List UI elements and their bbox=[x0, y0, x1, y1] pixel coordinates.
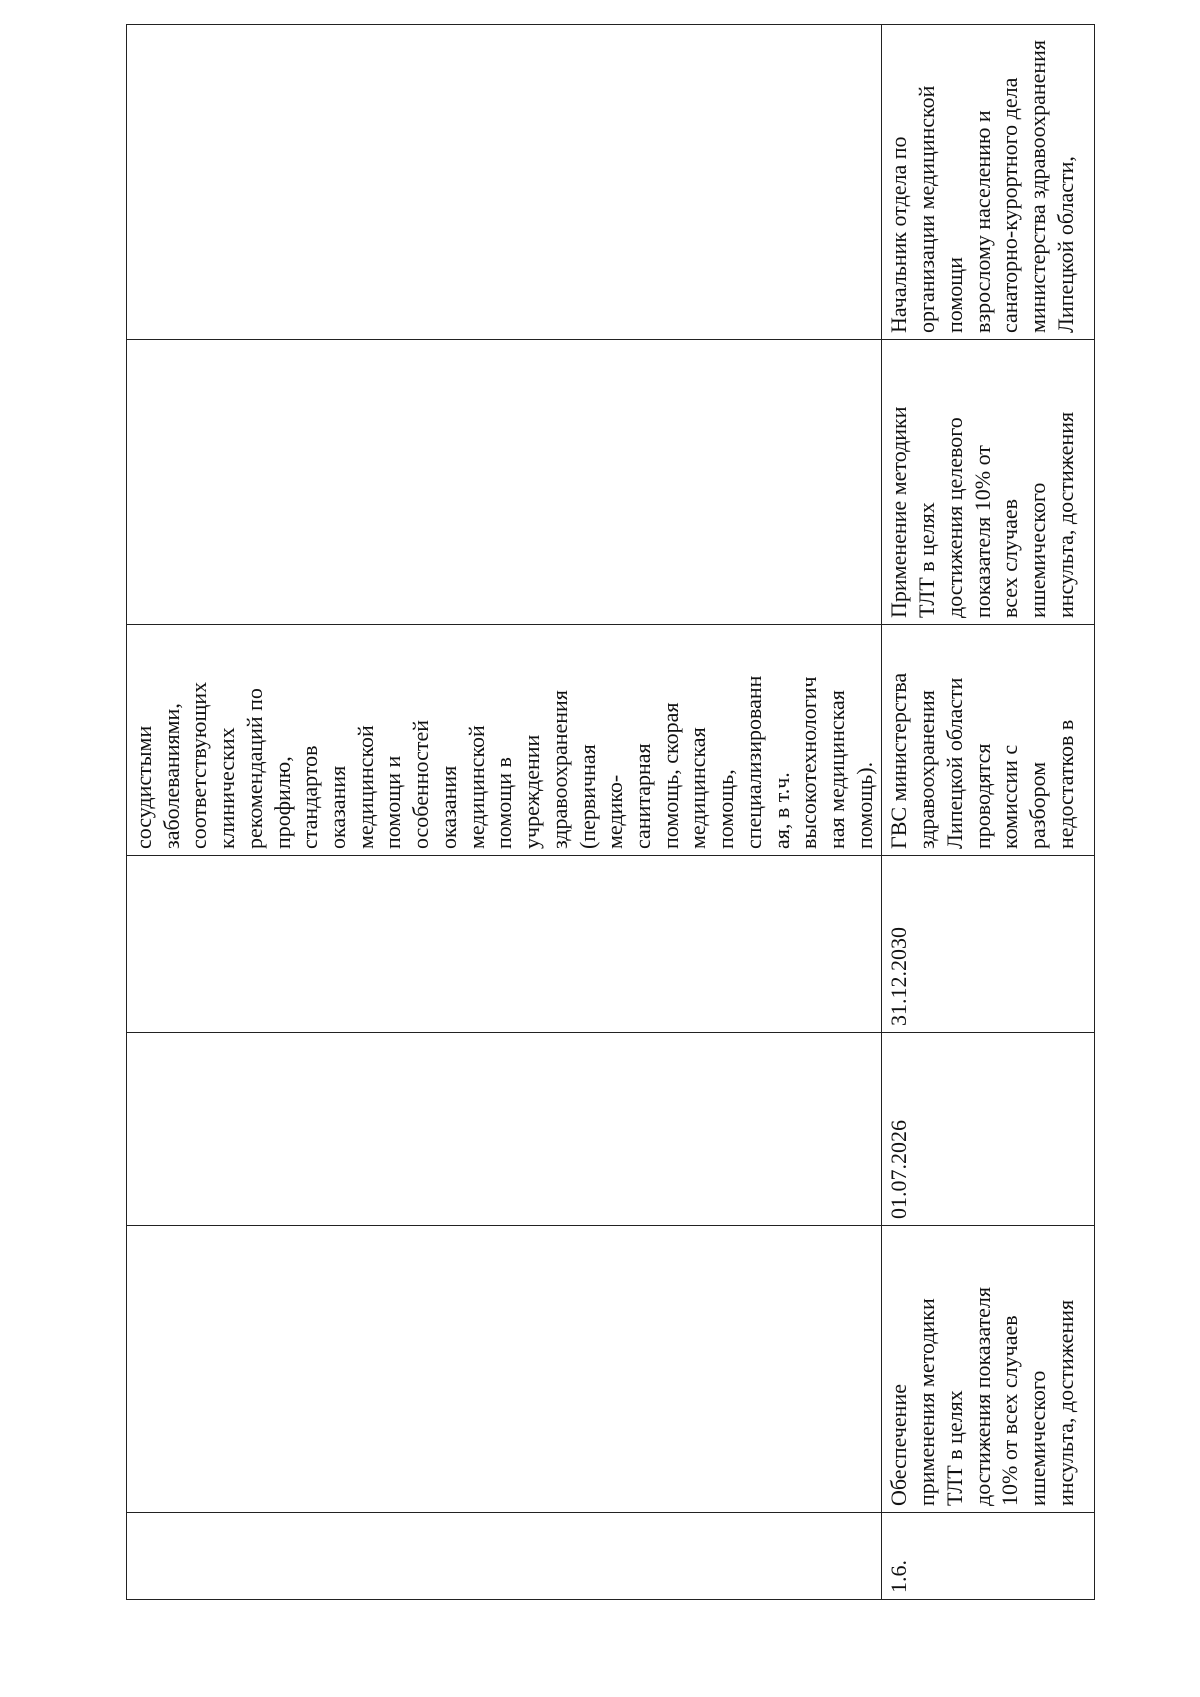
cell-text-line: помощь, скорая bbox=[657, 702, 683, 849]
cell-text-line: всех случаев bbox=[997, 499, 1023, 618]
cell-text-line: недостатков в bbox=[1052, 719, 1078, 849]
cell-text-line: помощи и bbox=[380, 755, 406, 849]
cell-text-line: инсульта, достижения bbox=[1052, 411, 1078, 618]
cell-text-line: Липецкой области, bbox=[1052, 156, 1078, 333]
cell-text-line: ТЛТ в целях bbox=[914, 502, 940, 618]
cell-text-line: заболеваниями, bbox=[158, 703, 184, 849]
cell-text-line: оказания bbox=[435, 765, 461, 849]
cell-text-line: санаторно-курортного дела bbox=[997, 77, 1023, 333]
cell-text-line: Применение методики bbox=[886, 406, 912, 618]
cell-text-line: медицинской bbox=[463, 725, 489, 849]
table-row-continuation bbox=[127, 25, 882, 1600]
cell-text-line: применения методики bbox=[914, 1298, 940, 1506]
cell-start-date: 01.07.2026 bbox=[882, 1033, 1095, 1226]
cell-text-line: высокотехнологич bbox=[796, 676, 822, 849]
cell-text-line: достижения показателя bbox=[969, 1287, 995, 1506]
cell-text-line: санитарная bbox=[629, 743, 655, 849]
cell-text-line: (первичная bbox=[574, 744, 600, 849]
measures-table bbox=[126, 24, 1095, 1600]
cell-text-line: показателя 10% от bbox=[969, 445, 995, 618]
cell-text-line: взрослому населению и bbox=[969, 110, 995, 333]
cell-end-date: 31.12.2030 bbox=[882, 856, 1095, 1033]
cell-start-date bbox=[127, 1033, 882, 1226]
cell-text-line: достижения целевого bbox=[941, 417, 967, 618]
cell-text-line: инсульта, достижения bbox=[1052, 1299, 1078, 1506]
cell-text-line: медико- bbox=[602, 774, 628, 849]
cell-responsible bbox=[127, 625, 882, 856]
cell-expected-result bbox=[127, 340, 882, 625]
cell-responsible bbox=[882, 625, 1095, 856]
cell-text-line: профилю, bbox=[269, 756, 295, 849]
cell-text-line: ишемического bbox=[1025, 482, 1050, 618]
cell-text-line: ГВС министерства bbox=[886, 672, 912, 849]
cell-curator bbox=[882, 25, 1095, 340]
cell-text-line: организации медицинской bbox=[914, 85, 940, 333]
cell-text-line: медицинской bbox=[352, 725, 378, 849]
cell-measure-name bbox=[882, 1226, 1095, 1513]
cell-text-line: специализированн bbox=[740, 675, 766, 849]
cell-text-line: помощь, bbox=[713, 769, 739, 849]
cell-text-line: ишемического bbox=[1025, 1370, 1050, 1506]
cell-text-line: особенностей bbox=[408, 720, 434, 849]
cell-text-line: помощи в bbox=[491, 757, 517, 849]
cell-text-line: оказания bbox=[325, 765, 351, 849]
cell-text-line: стандартов bbox=[297, 745, 323, 849]
cell-text-line: разбором bbox=[1025, 761, 1050, 849]
cell-measure-name bbox=[127, 1226, 882, 1513]
cell-text-line: Липецкой области bbox=[941, 677, 967, 849]
cell-text-line: сосудистыми bbox=[131, 725, 156, 849]
cell-text-line: министерства здравоохранения bbox=[1025, 39, 1050, 333]
cell-number: 1.6. bbox=[882, 1513, 1095, 1600]
cell-text-line: здравоохранения bbox=[546, 690, 572, 849]
cell-text-line: проводятся bbox=[969, 743, 995, 849]
rotated-page-content bbox=[126, 39, 1078, 1600]
cell-text-line: помощи bbox=[941, 257, 967, 333]
cell-text-line: помощь). bbox=[851, 761, 877, 849]
cell-number bbox=[127, 1513, 882, 1600]
cell-end-date bbox=[127, 856, 882, 1033]
cell-text-line: здравоохранения bbox=[914, 690, 940, 849]
cell-text-line: ая, в т.ч. bbox=[768, 772, 794, 849]
cell-text-line: соответствующих bbox=[186, 681, 212, 849]
cell-text-line: ТЛТ в целях bbox=[941, 1390, 967, 1506]
cell-expected-result bbox=[882, 340, 1095, 625]
cell-text-line: клинических bbox=[214, 727, 240, 849]
cell-text-line: медицинская bbox=[685, 727, 711, 849]
cell-text-line: Начальник отдела по bbox=[886, 136, 912, 333]
cell-text-line: ная медицинская bbox=[823, 690, 849, 849]
cell-curator bbox=[127, 25, 882, 340]
cell-text-line: Обеспечение bbox=[886, 1384, 912, 1506]
cell-text-line: рекомендаций по bbox=[241, 688, 267, 849]
cell-text-line: учреждении bbox=[519, 734, 545, 849]
cell-text-line: комиссии с bbox=[997, 744, 1023, 849]
table-row-1-6 bbox=[882, 25, 1095, 1600]
cell-text-line: 10% от всех случаев bbox=[997, 1315, 1023, 1506]
